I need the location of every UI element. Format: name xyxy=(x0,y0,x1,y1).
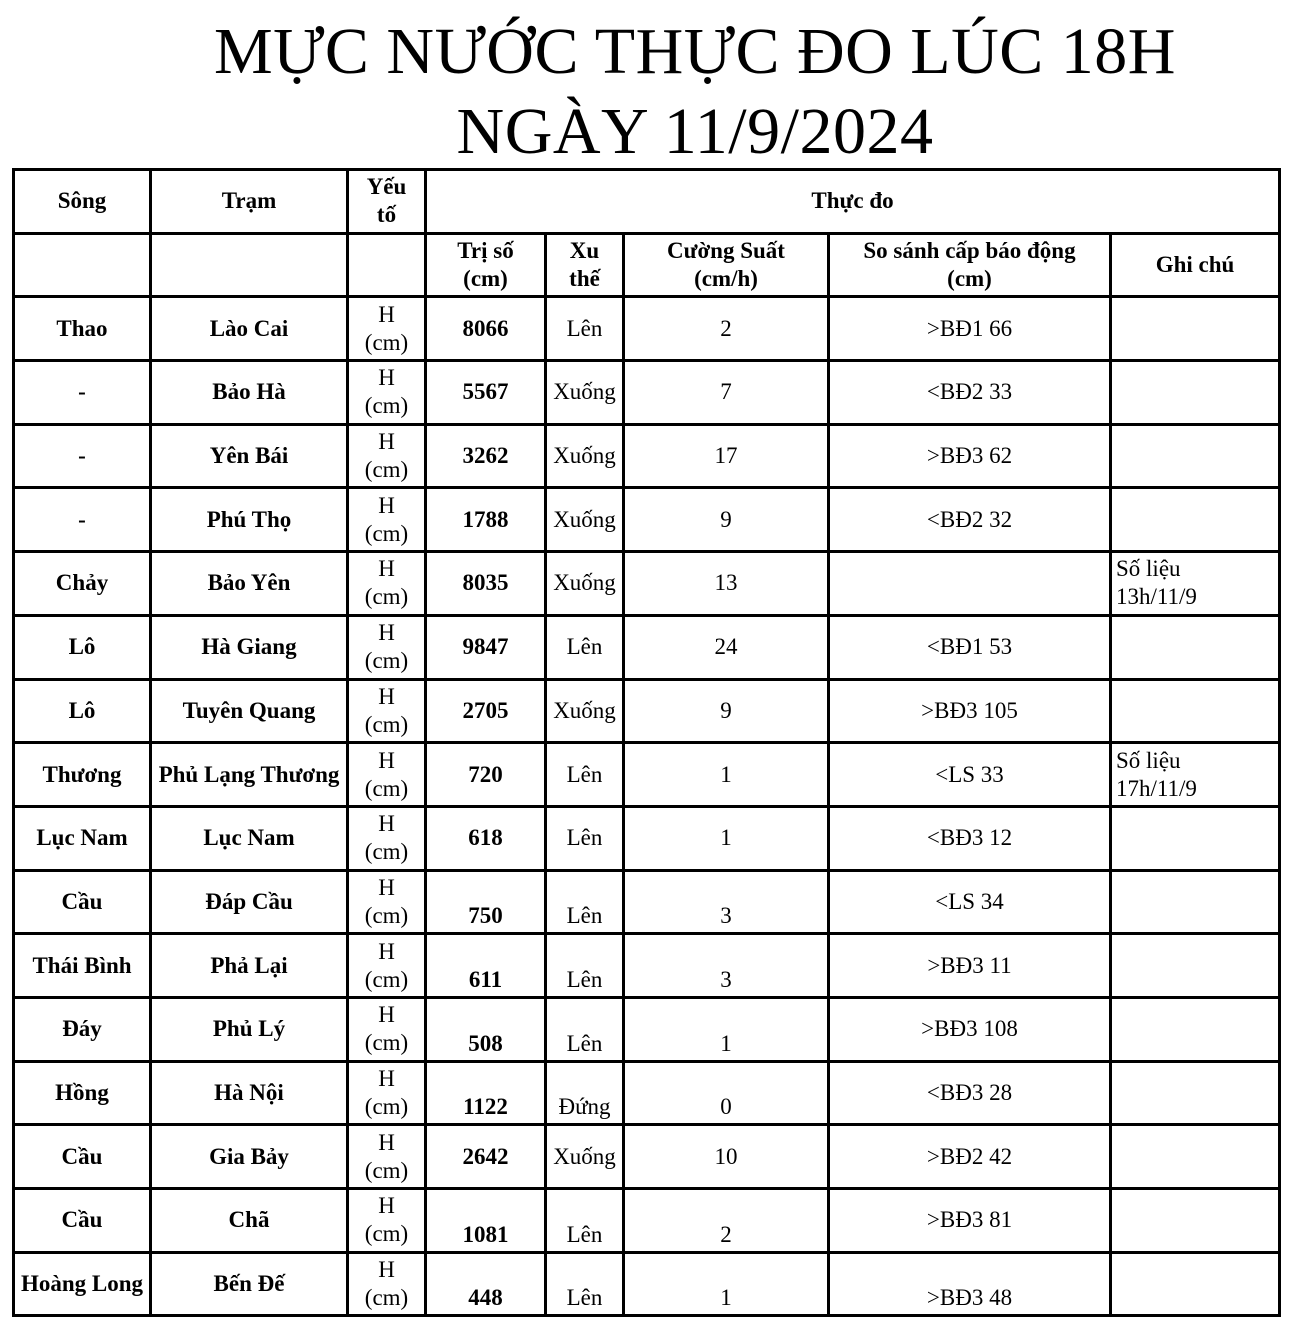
header-xu-the-line1: Xu xyxy=(569,238,600,264)
cell-ghi-chu xyxy=(1111,743,1280,807)
header-yeu-to-line2: tố xyxy=(376,202,397,228)
table-row xyxy=(14,615,1280,679)
table-row xyxy=(14,424,1280,488)
cell-tri-so: 750 xyxy=(426,870,546,934)
cell-yeu-to-line2: (cm) xyxy=(364,902,409,928)
cell-ghi-chu xyxy=(1111,488,1280,552)
cell-yeu-to xyxy=(348,997,426,1061)
cell-song: Lô xyxy=(14,615,151,679)
cell-so-sanh: >BĐ3 105 xyxy=(829,679,1111,743)
cell-ghi-chu xyxy=(1111,1061,1280,1125)
header-yeu-to xyxy=(348,170,426,234)
cell-yeu-to xyxy=(348,1125,426,1189)
cell-song: Cầu xyxy=(14,870,151,934)
cell-so-sanh: >BĐ3 48 xyxy=(829,1252,1111,1316)
header-cuong-suat-line1: Cường Suất xyxy=(667,238,785,264)
cell-so-sanh xyxy=(829,552,1111,616)
cell-song: Cầu xyxy=(14,1189,151,1253)
cell-cuong-suat: 1 xyxy=(624,806,829,870)
cell-yeu-to-line2: (cm) xyxy=(364,1093,409,1119)
cell-ghi-chu-line1: Số liệu xyxy=(1116,556,1181,582)
cell-ghi-chu-line2: 13h/11/9 xyxy=(1116,584,1197,610)
cell-tram: Lục Nam xyxy=(151,806,348,870)
cell-yeu-to xyxy=(348,679,426,743)
cell-song: Hồng xyxy=(14,1061,151,1125)
cell-yeu-to-line2: (cm) xyxy=(364,584,409,610)
header-yeu-to-line1: Yếu xyxy=(366,174,407,200)
cell-yeu-to-line2: (cm) xyxy=(364,457,409,483)
cell-cuong-suat: 0 xyxy=(624,1061,829,1125)
cell-so-sanh: >BĐ3 108 xyxy=(829,997,1111,1061)
cell-ghi-chu xyxy=(1111,870,1280,934)
table-row xyxy=(14,870,1280,934)
cell-tri-so: 8066 xyxy=(426,297,546,361)
cell-song: Thao xyxy=(14,297,151,361)
cell-tri-so: 5567 xyxy=(426,361,546,425)
cell-song: Lô xyxy=(14,679,151,743)
cell-cuong-suat: 9 xyxy=(624,488,829,552)
table-row xyxy=(14,488,1280,552)
cell-yeu-to xyxy=(348,743,426,807)
cell-yeu-to xyxy=(348,1189,426,1253)
cell-so-sanh: <BĐ2 32 xyxy=(829,488,1111,552)
cell-so-sanh: <BĐ1 53 xyxy=(829,615,1111,679)
cell-so-sanh: >BĐ2 42 xyxy=(829,1125,1111,1189)
header-tri-so xyxy=(426,233,546,297)
cell-tram: Yên Bái xyxy=(151,424,348,488)
header-so-sanh-line2: (cm) xyxy=(947,266,992,292)
cell-xu-the: Xuống xyxy=(546,1125,624,1189)
header-tri-so-line2: (cm) xyxy=(463,266,508,292)
cell-tram: Lào Cai xyxy=(151,297,348,361)
cell-cuong-suat: 3 xyxy=(624,934,829,998)
cell-song: Hoàng Long xyxy=(14,1252,151,1316)
cell-yeu-to-line1: H xyxy=(378,811,395,837)
cell-cuong-suat: 2 xyxy=(624,297,829,361)
cell-yeu-to-line2: (cm) xyxy=(364,648,409,674)
cell-cuong-suat: 1 xyxy=(624,743,829,807)
cell-yeu-to-line2: (cm) xyxy=(364,1221,409,1247)
cell-ghi-chu xyxy=(1111,997,1280,1061)
header-tram: Trạm xyxy=(151,170,348,234)
cell-xu-the: Lên xyxy=(546,806,624,870)
cell-tram: Bảo Hà xyxy=(151,361,348,425)
header-xu-the xyxy=(546,233,624,297)
cell-yeu-to-line1: H xyxy=(378,556,395,582)
cell-xu-the: Lên xyxy=(546,1252,624,1316)
cell-yeu-to-line1: H xyxy=(378,683,395,709)
cell-tram: Phủ Lý xyxy=(151,997,348,1061)
page-subtitle-date: NGÀY 11/9/2024 xyxy=(456,95,934,168)
header-cuong-suat-line2: (cm/h) xyxy=(694,266,758,292)
cell-song: Lục Nam xyxy=(14,806,151,870)
cell-xu-the: Xuống xyxy=(546,424,624,488)
cell-xu-the: Lên xyxy=(546,934,624,998)
header-empty-song xyxy=(14,233,151,297)
header-song: Sông xyxy=(14,170,151,234)
cell-yeu-to-line2: (cm) xyxy=(364,329,409,355)
cell-yeu-to xyxy=(348,806,426,870)
cell-ghi-chu xyxy=(1111,1125,1280,1189)
cell-yeu-to-line2: (cm) xyxy=(364,839,409,865)
cell-tram: Phú Thọ xyxy=(151,488,348,552)
cell-tram: Phủ Lạng Thương xyxy=(151,743,348,807)
cell-yeu-to-line2: (cm) xyxy=(364,711,409,737)
cell-cuong-suat: 17 xyxy=(624,424,829,488)
cell-tri-so: 720 xyxy=(426,743,546,807)
cell-yeu-to xyxy=(348,1252,426,1316)
cell-yeu-to-line1: H xyxy=(378,620,395,646)
cell-tram: Chã xyxy=(151,1189,348,1253)
cell-ghi-chu xyxy=(1111,1252,1280,1316)
cell-tri-so: 2705 xyxy=(426,679,546,743)
cell-yeu-to-line2: (cm) xyxy=(364,1285,409,1311)
table-row xyxy=(14,552,1280,616)
cell-cuong-suat: 1 xyxy=(624,1252,829,1316)
cell-tram: Phả Lại xyxy=(151,934,348,998)
table-row xyxy=(14,806,1280,870)
cell-yeu-to-line1: H xyxy=(378,1193,395,1219)
cell-tri-so: 2642 xyxy=(426,1125,546,1189)
cell-yeu-to-line2: (cm) xyxy=(364,393,409,419)
table-row xyxy=(14,743,1280,807)
header-empty-tram xyxy=(151,233,348,297)
cell-ghi-chu xyxy=(1111,361,1280,425)
cell-ghi-chu xyxy=(1111,679,1280,743)
cell-so-sanh: <LS 34 xyxy=(829,870,1111,934)
cell-yeu-to-line1: H xyxy=(378,492,395,518)
cell-yeu-to xyxy=(348,552,426,616)
cell-tram: Hà Giang xyxy=(151,615,348,679)
table-row xyxy=(14,997,1280,1061)
cell-tri-so: 8035 xyxy=(426,552,546,616)
cell-tram: Bến Đế xyxy=(151,1252,348,1316)
cell-cuong-suat: 1 xyxy=(624,997,829,1061)
cell-yeu-to-line1: H xyxy=(378,1129,395,1155)
cell-ghi-chu xyxy=(1111,934,1280,998)
table-row xyxy=(14,1061,1280,1125)
table-row xyxy=(14,934,1280,998)
cell-so-sanh: >BĐ1 66 xyxy=(829,297,1111,361)
cell-xu-the: Xuống xyxy=(546,679,624,743)
cell-xu-the: Xuống xyxy=(546,361,624,425)
header-cuong-suat xyxy=(624,233,829,297)
cell-yeu-to xyxy=(348,361,426,425)
cell-so-sanh: >BĐ3 62 xyxy=(829,424,1111,488)
header-ghi-chu: Ghi chú xyxy=(1111,233,1280,297)
cell-yeu-to xyxy=(348,1061,426,1125)
cell-yeu-to-line1: H xyxy=(378,1002,395,1028)
cell-yeu-to-line1: H xyxy=(378,747,395,773)
header-thuc-do: Thực đo xyxy=(426,170,1280,234)
table-row xyxy=(14,1189,1280,1253)
cell-so-sanh: <BĐ3 12 xyxy=(829,806,1111,870)
cell-tri-so: 1081 xyxy=(426,1189,546,1253)
cell-tram: Đáp Cầu xyxy=(151,870,348,934)
cell-xu-the: Xuống xyxy=(546,552,624,616)
cell-cuong-suat: 3 xyxy=(624,870,829,934)
cell-song: - xyxy=(14,488,151,552)
cell-tram: Gia Bảy xyxy=(151,1125,348,1189)
cell-xu-the: Lên xyxy=(546,1189,624,1253)
cell-tram: Tuyên Quang xyxy=(151,679,348,743)
cell-so-sanh: <BĐ3 28 xyxy=(829,1061,1111,1125)
cell-so-sanh: <BĐ2 33 xyxy=(829,361,1111,425)
cell-so-sanh: <LS 33 xyxy=(829,743,1111,807)
cell-tri-so: 1122 xyxy=(426,1061,546,1125)
header-xu-the-line2: thế xyxy=(569,266,600,292)
header-empty-yeu-to xyxy=(348,233,426,297)
cell-tri-so: 448 xyxy=(426,1252,546,1316)
cell-ghi-chu xyxy=(1111,806,1280,870)
cell-ghi-chu xyxy=(1111,552,1280,616)
cell-xu-the: Lên xyxy=(546,997,624,1061)
page-title: MỰC NƯỚC THỰC ĐO LÚC 18H xyxy=(214,15,1176,88)
cell-yeu-to-line1: H xyxy=(378,1257,395,1283)
cell-tri-so: 508 xyxy=(426,997,546,1061)
cell-yeu-to-line1: H xyxy=(378,938,395,964)
table-row xyxy=(14,1252,1280,1316)
cell-cuong-suat: 24 xyxy=(624,615,829,679)
header-tri-so-line1: Trị số xyxy=(457,238,514,264)
cell-tri-so: 611 xyxy=(426,934,546,998)
cell-xu-the: Lên xyxy=(546,615,624,679)
cell-yeu-to xyxy=(348,297,426,361)
cell-song: - xyxy=(14,424,151,488)
cell-xu-the: Lên xyxy=(546,743,624,807)
cell-ghi-chu-line2: 17h/11/9 xyxy=(1116,775,1197,801)
water-level-table xyxy=(12,168,1281,1317)
cell-song: Đáy xyxy=(14,997,151,1061)
cell-cuong-suat: 10 xyxy=(624,1125,829,1189)
cell-yeu-to-line2: (cm) xyxy=(364,966,409,992)
table-row xyxy=(14,361,1280,425)
cell-yeu-to xyxy=(348,488,426,552)
cell-so-sanh: >BĐ3 81 xyxy=(829,1189,1111,1253)
cell-ghi-chu xyxy=(1111,424,1280,488)
cell-tri-so: 3262 xyxy=(426,424,546,488)
cell-cuong-suat: 7 xyxy=(624,361,829,425)
cell-tri-so: 618 xyxy=(426,806,546,870)
cell-song: Thương xyxy=(14,743,151,807)
cell-so-sanh: >BĐ3 11 xyxy=(829,934,1111,998)
cell-yeu-to xyxy=(348,870,426,934)
cell-cuong-suat: 2 xyxy=(624,1189,829,1253)
cell-ghi-chu xyxy=(1111,297,1280,361)
cell-yeu-to-line2: (cm) xyxy=(364,520,409,546)
table-row xyxy=(14,679,1280,743)
table-row xyxy=(14,297,1280,361)
cell-ghi-chu-line1: Số liệu xyxy=(1116,747,1181,773)
cell-yeu-to xyxy=(348,615,426,679)
cell-xu-the: Xuống xyxy=(546,488,624,552)
cell-tram: Bảo Yên xyxy=(151,552,348,616)
cell-cuong-suat: 13 xyxy=(624,552,829,616)
cell-yeu-to-line1: H xyxy=(378,365,395,391)
cell-tri-so: 9847 xyxy=(426,615,546,679)
cell-cuong-suat: 9 xyxy=(624,679,829,743)
cell-yeu-to xyxy=(348,424,426,488)
cell-song: Cầu xyxy=(14,1125,151,1189)
cell-song: - xyxy=(14,361,151,425)
header-so-sanh xyxy=(829,233,1111,297)
cell-xu-the: Lên xyxy=(546,870,624,934)
cell-yeu-to-line1: H xyxy=(378,874,395,900)
cell-yeu-to-line2: (cm) xyxy=(364,775,409,801)
cell-tri-so: 1788 xyxy=(426,488,546,552)
cell-yeu-to-line1: H xyxy=(378,429,395,455)
cell-yeu-to-line1: H xyxy=(378,301,395,327)
cell-xu-the: Lên xyxy=(546,297,624,361)
header-row-2 xyxy=(14,233,1280,297)
cell-ghi-chu xyxy=(1111,1189,1280,1253)
cell-ghi-chu xyxy=(1111,615,1280,679)
table-row xyxy=(14,1125,1280,1189)
cell-yeu-to xyxy=(348,934,426,998)
cell-xu-the: Đứng xyxy=(546,1061,624,1125)
header-row-1 xyxy=(14,170,1280,234)
header-so-sanh-line1: So sánh cấp báo động xyxy=(863,238,1076,264)
cell-song: Thái Bình xyxy=(14,934,151,998)
cell-song: Chảy xyxy=(14,552,151,616)
cell-yeu-to-line2: (cm) xyxy=(364,1157,409,1183)
cell-yeu-to-line2: (cm) xyxy=(364,1030,409,1056)
cell-yeu-to-line1: H xyxy=(378,1065,395,1091)
cell-tram: Hà Nội xyxy=(151,1061,348,1125)
